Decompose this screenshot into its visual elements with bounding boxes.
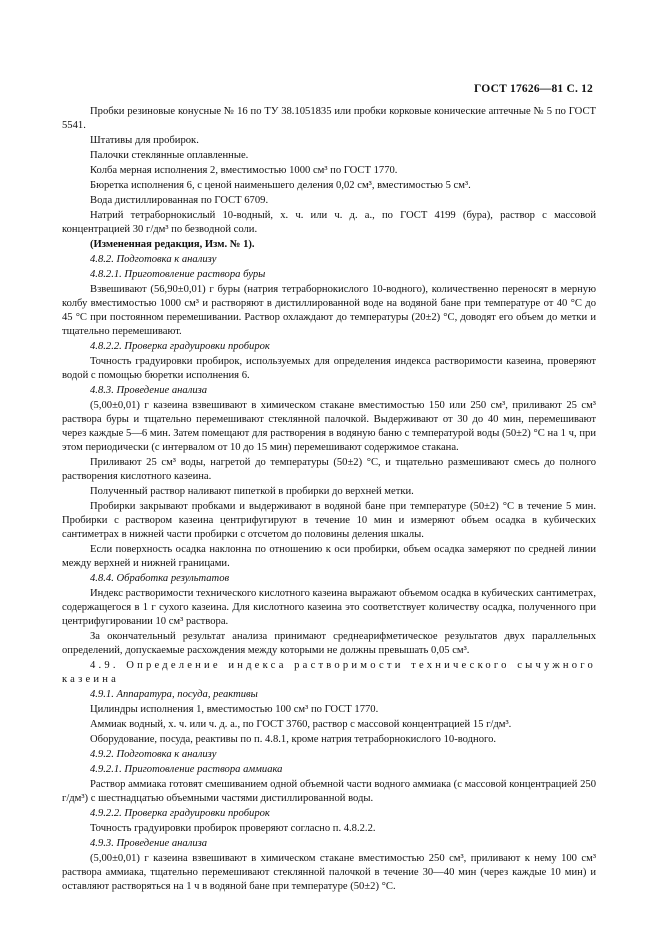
revision-note: (Измененная редакция, Изм. № 1). (90, 239, 255, 250)
subsection-heading: 4.9.2.1. Приготовление раствора аммиака (90, 764, 283, 775)
paragraph: Вода дистиллированная по ГОСТ 6709. (90, 195, 269, 206)
section-heading: 4.8.4. Обработка результатов (90, 573, 230, 584)
subsection-heading: 4.9.2.2. Проверка градуировки пробирок (90, 808, 270, 819)
paragraph: Натрий тетраборнокислый 10-водный, х. ч. или ч. д. а., по ГОСТ 4199 (бура), раствор с массовой концентрацией 30 г/дм³ по безводной соли. (62, 210, 596, 235)
paragraph: Цилиндры исполнения 1, вместимостью 100 см³ по ГОСТ 1770. (90, 704, 379, 715)
paragraph: Индекс растворимости технического кислотного казеина выражают объемом осадка в кубических сантиметрах, содержащегося в 1 г сухого казеина. Для кислотного казеина это соответствует количеству осадка, полученного при центрифугировании 10 см³ раствора. (62, 588, 596, 627)
paragraph: Оборудование, посуда, реактивы по п. 4.8.1, кроме натрия тетраборнокислого 10-водного. (90, 734, 497, 745)
paragraph: Пробки резиновые конусные № 16 по ТУ 38.1051835 или пробки корковые конические аптечные № 5 по ГОСТ 5541. (62, 106, 596, 131)
paragraph: Аммиак водный, х. ч. или ч. д. а., по ГОСТ 3760, раствор с массовой концентрацией 15 г/дм³. (90, 719, 512, 730)
paragraph: Взвешивают (56,90±0,01) г буры (натрия тетраборнокислого 10-водного), количественно переносят в мерную колбу вместимостью 1000 см³ и растворяют в дистиллированной воде на водяной бане при температуре от 40 °С до 45 °С при постоянном перемешивании. Раствор охлаждают до температуры (20±2) °С, доводят его объем до метки и тщательно перемешивают. (62, 284, 596, 337)
subsection-heading: 4.8.2.1. Приготовление раствора буры (90, 269, 266, 280)
paragraph: За окончательный результат анализа принимают среднеарифметическое результатов двух параллельных определений, допускаемые расхождения между которыми не должны превышать 0,05 см³. (62, 631, 596, 656)
document-body (62, 105, 596, 895)
paragraph: Бюретка исполнения 6, с ценой наименьшего деления 0,02 см³, вместимостью 5 см³. (90, 180, 471, 191)
paragraph: Палочки стеклянные оплавленные. (90, 150, 249, 161)
subsection-heading: 4.8.2.2. Проверка градуировки пробирок (90, 341, 270, 352)
section-heading: 4.9.1. Аппаратура, посуда, реактивы (90, 689, 258, 700)
paragraph: (5,00±0,01) г казеина взвешивают в химическом стакане вместимостью 150 или 250 см³, приливают 25 см³ раствора буры и тщательно перемешивают стеклянной палочкой. Выдерживают от 30 до 40 мин, перемешивают через каждые 5—6 мин. Затем помещают для растворения в водяную баню с температурой воды (50±2) °С на 1 ч, при этом периодически (с интервалом от 10 до 15 мин) перемешивают содержимое стакана. (62, 400, 596, 453)
paragraph: Пробирки закрывают пробками и выдерживают в водяной бане при температуре (50±2) °С в течение 5 мин. Пробирки с раствором казеина центрифугируют в течение 10 мин и измеряют объем осадка в кубических сантиметрах в нижней части пробирки с отсчетом до половины деления шкалы. (62, 501, 596, 540)
paragraph: Штативы для пробирок. (90, 135, 199, 146)
section-title: 4.9. Определение индекса растворимости технического сычужного казеина (62, 660, 596, 685)
paragraph: Полученный раствор наливают пипеткой в пробирки до верхней метки. (90, 486, 414, 497)
paragraph: Колба мерная исполнения 2, вместимостью 1000 см³ по ГОСТ 1770. (90, 165, 398, 176)
paragraph: (5,00±0,01) г казеина взвешивают в химическом стакане вместимостью 250 см³, приливают к нему 100 см³ раствора аммиака, тщательно перемешивают стеклянной палочкой в течение 30—40 мин (через каждые 10 мин) и оставляют растворяться на 1 ч в водяной бане при температуре (50±2) °С. (62, 853, 596, 892)
paragraph: Точность градуировки пробирок проверяют согласно п. 4.8.2.2. (90, 823, 376, 834)
section-heading: 4.8.2. Подготовка к анализу (90, 254, 217, 265)
section-heading: 4.9.3. Проведение анализа (90, 838, 208, 849)
paragraph: Раствор аммиака готовят смешиванием одной объемной части водного аммиака (с массовой концентрацией 250 г/дм³) с шестнадцатью объемными частями дистиллированной воды. (62, 779, 596, 804)
section-heading: 4.8.3. Проведение анализа (90, 385, 208, 396)
paragraph: Приливают 25 см³ воды, нагретой до температуры (50±2) °С, и тщательно размешивают смесь до полного растворения кислотного казеина. (62, 457, 596, 482)
paragraph: Если поверхность осадка наклонна по отношению к оси пробирки, объем осадка замеряют по средней линии между верхней и нижней границами. (62, 544, 596, 569)
paragraph: Точность градуировки пробирок, используемых для определения индекса растворимости казеина, проверяют водой с помощью бюретки исполнения 6. (62, 356, 596, 381)
section-heading: 4.9.2. Подготовка к анализу (90, 749, 217, 760)
page-header: ГОСТ 17626—81 С. 12 (474, 83, 593, 95)
